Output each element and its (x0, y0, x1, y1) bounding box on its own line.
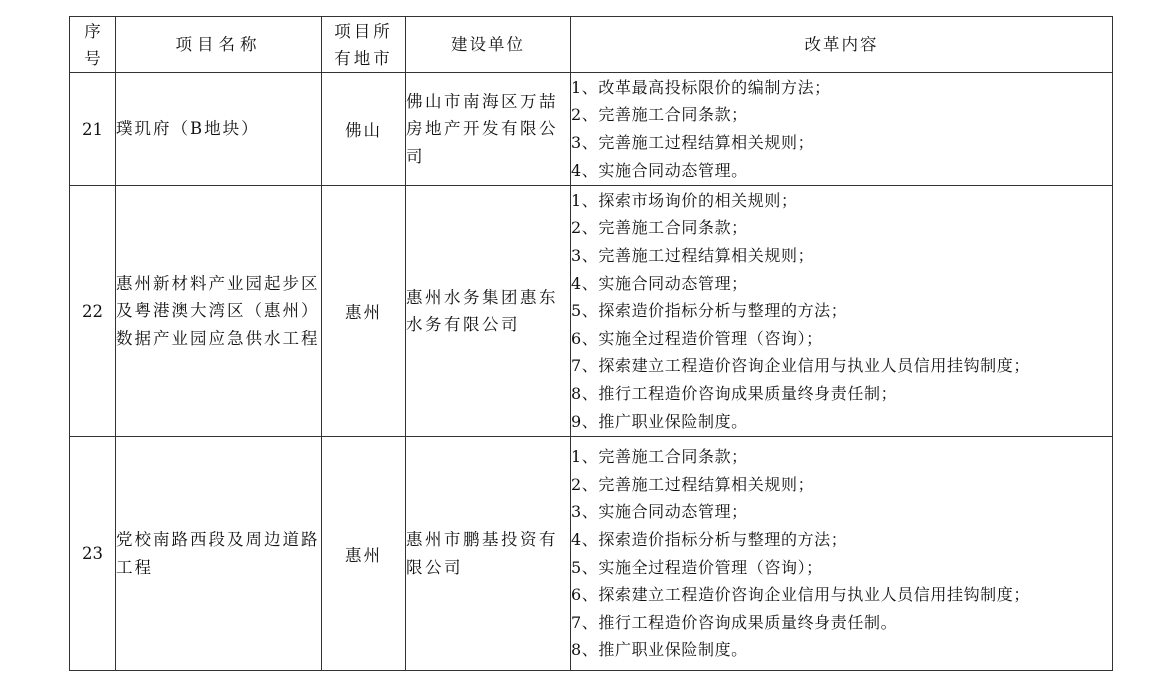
reform-projects-table (69, 16, 1113, 671)
table-row-23 (70, 437, 1113, 671)
construction-unit: 惠州市鹏基投资有限公司 (406, 437, 571, 671)
table-row-22 (70, 186, 1113, 437)
table-header-row (70, 17, 1113, 73)
header-reform-content: 改革内容 (571, 17, 1113, 73)
header-project-name: 项目名称 (116, 17, 322, 73)
construction-unit: 佛山市南海区万喆房地产开发有限公司 (406, 73, 571, 186)
reform-item: 2、完善施工合同条款； (571, 218, 748, 238)
reform-item: 4、实施合同动态管理。 (571, 160, 748, 180)
reform-item: 1、探索市场询价的相关规则； (571, 190, 798, 210)
header-construction-unit: 建设单位 (406, 17, 571, 73)
project-location: 惠州 (322, 437, 406, 671)
header-project-location: 项目所有地市 (322, 17, 406, 73)
row-number: 23 (70, 437, 116, 671)
reform-item: 3、实施合同动态管理； (571, 502, 748, 522)
reform-item: 5、探索造价指标分析与整理的方法； (571, 301, 848, 321)
reform-item: 6、探索建立工程造价咨询企业信用与执业人员信用挂钩制度； (571, 585, 1030, 605)
project-location: 佛山 (322, 73, 406, 186)
reform-item: 1、改革最高投标限价的编制方法； (571, 77, 831, 97)
project-name: 惠州新材料产业园起步区及粤港澳大湾区（惠州）数据产业园应急供水工程 (116, 186, 322, 437)
reform-item: 3、完善施工过程结算相关规则； (571, 246, 815, 266)
project-name: 党校南路西段及周边道路工程 (116, 437, 322, 671)
reform-item: 6、实施全过程造价管理（咨询）； (571, 328, 823, 348)
reform-item: 4、实施合同动态管理； (571, 273, 748, 293)
reform-items-list (571, 187, 1112, 435)
reform-item: 5、实施全过程造价管理（咨询）； (571, 557, 823, 577)
reform-content (571, 437, 1113, 671)
reform-content (571, 186, 1113, 437)
project-location: 惠州 (322, 186, 406, 437)
reform-item: 2、完善施工过程结算相关规则； (571, 474, 815, 494)
reform-item: 9、推广职业保险制度。 (571, 411, 748, 431)
row-number: 22 (70, 186, 116, 437)
reform-content (571, 73, 1113, 186)
table-row-21 (70, 73, 1113, 186)
reform-item: 2、完善施工合同条款； (571, 105, 748, 125)
construction-unit: 惠州水务集团惠东水务有限公司 (406, 186, 571, 437)
reform-item: 3、完善施工过程结算相关规则； (571, 133, 815, 152)
header-serial-number: 序号 (70, 17, 116, 73)
reform-items-list (571, 74, 1112, 184)
reform-item: 8、推行工程造价咨询成果质量终身责任制； (571, 383, 898, 403)
reform-item: 4、探索造价指标分析与整理的方法； (571, 529, 848, 549)
reform-item: 7、推行工程造价咨询成果质量终身责任制。 (571, 612, 898, 632)
reform-item: 7、探索建立工程造价咨询企业信用与执业人员信用挂钩制度； (571, 356, 1030, 376)
project-name: 璞玑府（B地块） (116, 73, 322, 186)
reform-item: 8、推广职业保险制度。 (571, 640, 748, 660)
row-number: 21 (70, 73, 116, 186)
reform-item: 1、完善施工合同条款； (571, 447, 748, 467)
reform-items-list (571, 443, 1112, 664)
